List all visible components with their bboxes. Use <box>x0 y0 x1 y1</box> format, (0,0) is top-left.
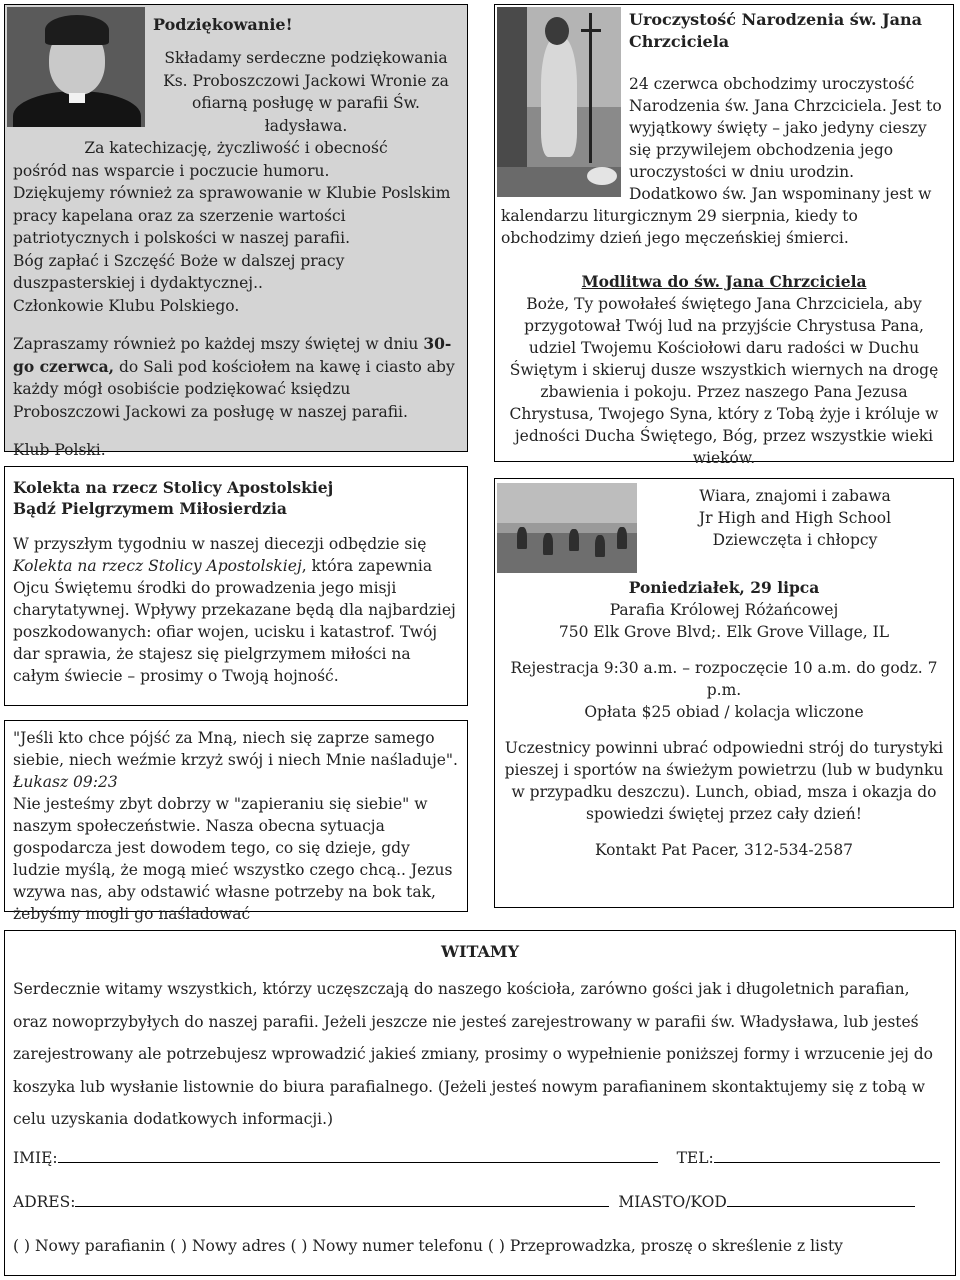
scripture-quote: "Jeśli kto chce pójść za Mną, niech się zaprze samego siebie, niech weźmie krzyż swój i niech Mnie naśladuje". Łukasz 09:23 <box>13 729 458 791</box>
form-row-address <box>13 1193 915 1211</box>
thanks-line: Za katechizację, życzliwość i obecność <box>84 139 388 157</box>
welcome-form-box <box>4 930 956 1276</box>
city-label: MIASTO/KOD <box>618 1193 727 1211</box>
welcome-title: WITAMY <box>440 942 520 961</box>
thanks-signature: Klub Polski. <box>13 441 106 459</box>
collection-title: Kolekta na rzecz Stolicy Apostolskiej <box>13 478 334 497</box>
thanks-title: Podziękowanie! <box>153 15 293 34</box>
youth-dress-code: Uczestnicy powinni ubrać odpowiedni strój do turystyki pieszej i sportów na świeżym powietrzu (lub w budynku w przypadku deszczu). Lunch, obiad, msza i okazja do spowiedzi świętej przez cały dzień! <box>504 739 944 823</box>
st-john-painting <box>497 7 621 197</box>
form-row-options[interactable] <box>13 1237 843 1255</box>
collection-box <box>4 466 468 706</box>
tel-field[interactable] <box>714 1149 940 1163</box>
city-field[interactable] <box>727 1193 915 1207</box>
thanks-line: Składamy serdeczne podziękowania <box>164 49 448 67</box>
youth-tagline: Wiara, znajomi i zabawa <box>699 487 891 505</box>
thanks-line: ofiarną posługę w parafii Św. ładysława. <box>192 94 420 135</box>
change-options[interactable]: ( ) Nowy parafianin ( ) Nowy adres ( ) Nowy numer telefonu ( ) Przeprowadzka, proszę o skreślenie z listy <box>13 1237 843 1255</box>
thanks-blessing: Bóg zapłać i Szczęść Boże w dalszej pracy duszpasterskiej i dydaktycznej.. <box>13 251 345 292</box>
youth-event-box <box>494 478 954 908</box>
prayer-text: Boże, Ty powołałeś świętego Jana Chrzciciela, aby przygotował Twój lud na przyjście Chrystusa Pana, udziel Twojemu Kościołowi daru radości w Duchu Świętym i skieruj dusze wszystkich wiernych na drogę zbawienia i pokoju. Przez naszego Pana Jezusa Chrystusa, Twojego Syna, który z Tobą żyje i króluje w jedności Ducha Świętego, Bóg, przez wszystkie wieki wieków. <box>509 295 939 467</box>
youth-grades: Jr High and High School <box>698 509 892 527</box>
address-field[interactable] <box>75 1193 609 1207</box>
address-label: ADRES: <box>13 1193 76 1211</box>
form-row-name <box>13 1149 940 1167</box>
quote-box <box>4 720 468 923</box>
name-field[interactable] <box>58 1149 658 1163</box>
youth-date: Poniedziałek, 29 lipca <box>628 578 820 597</box>
st-john-intro: 24 czerwca obchodzimy uroczystość Narodzenia św. Jana Chrzciciela. Jest to wyjątkowy święty – jako jedyny cieszy się przywilejem obchodzenia jego uroczystości w dniu urodzin. Dodatkowo św. Jan wspominany jest w kalendarzu liturgicznym 29 sierpnia, kiedy to obchodzimy dzień jego męczeńskiej śmierci. <box>501 75 942 247</box>
quote-reflection: Nie jesteśmy zbyt dobrzy w "zapieraniu się siebie" w naszym społeczeństwie. Nasza obecna sytuacja gospodarcza jest dowodem tego, co się dzieje, gdy ludzie myślą, że mogą mieć wszystko czego chcą.. Jezus wzywa nas, aby odstawić własne potrzeby na bok tak, żebyśmy mogli go naśladować <box>13 795 453 923</box>
thanks-line: Ks. Proboszczowi Jackowi Wronie za <box>163 71 449 90</box>
thanks-chaplain: Dziękujemy również za sprawowanie w Klubie Poslskim pracy kapelana oraz za szerzenie wartości patriotycznych i polskości w naszej parafii. <box>13 184 451 247</box>
collection-subtitle: Bądź Pielgrzymem Miłosierdzia <box>13 499 287 518</box>
thanks-line: pośród nas wsparcie i poczucie humoru. <box>13 161 330 180</box>
st-john-title: Uroczystość Narodzenia św. Jana Chrzciciela <box>629 10 923 51</box>
thanks-box <box>4 4 468 459</box>
prayer-title: Modlitwa do św. Jana Chrzciciela <box>581 272 867 291</box>
welcome-text: Serdecznie witamy wszystkich, którzy uczęszczają do naszego kościoła, zarówno gości jak i długoletnich parafian, oraz nowoprzybyłych do naszej parafii. Jeżeli jeszcze nie jesteś zarejestrowany w parafii św. Władysława, lub jesteś zarejestrowany ale potrzebujesz wprowadzić jakieś zmiany, prosimy o wypełnienie poniższej formy i wrzucenie jej do koszyka lub wysłanie listownie do biura parafialnego. (Jeżeli jesteś nowym parafianinem skontaktujemy się z tobą w celu uzyskania dodatkowych informacji.) <box>13 980 933 1128</box>
collection-text: W przyszłym tygodniu w naszej diecezji odbędzie się Kolekta na rzecz Stolicy Apostolskiej, która zapewnia Ojcu Świętemu środki do prowadzenia jego misji charytatywnej. Wpływy przekazane będą dla najbardziej poszkodowanych: ofiar wojen, ucisku i katastrof. Twój dar sprawia, że stajesz się pielgrzymem miłości na całym świecie – prosimy o Twoją hojność. <box>13 535 456 685</box>
youth-contact: Kontakt Pat Pacer, 312-534-2587 <box>594 841 854 859</box>
youth-group-photo <box>497 483 637 573</box>
youth-address: 750 Elk Grove Blvd;. Elk Grove Village, IL <box>558 623 890 641</box>
st-john-box <box>494 4 954 467</box>
youth-registration: Rejestracja 9:30 a.m. – rozpoczęcie 10 a.m. do godz. 7 p.m. <box>510 659 938 699</box>
thanks-signed: Członkowie Klubu Polskiego. <box>13 296 240 315</box>
tel-label: TEL: <box>676 1149 714 1167</box>
thanks-invite: Zapraszamy również po każdej mszy świętej w dniu 30-go czerwca, do Sali pod kościołem na kawę i ciasto aby każdy mógł osobiście podziękować księdzu Proboszczowi Jackowi za posługę w naszej parafii. <box>13 334 455 421</box>
name-label: IMIĘ: <box>13 1149 58 1167</box>
youth-fee: Opłata $25 obiad / kolacja wliczone <box>584 703 864 721</box>
priest-photo <box>7 7 145 127</box>
youth-place: Parafia Królowej Różańcowej <box>609 601 839 619</box>
youth-audience: Dziewczęta i chłopcy <box>712 531 878 549</box>
